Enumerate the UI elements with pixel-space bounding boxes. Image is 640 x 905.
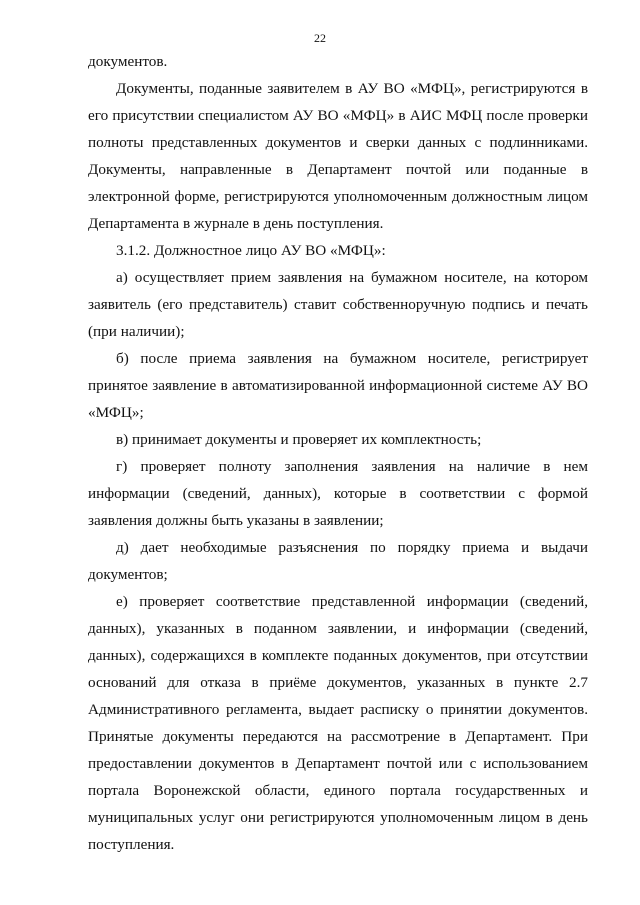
paragraph-registration-rules: Документы, поданные заявителем в АУ ВО «МФЦ», регистрируются в его присутствии специалистом АУ ВО «МФЦ» в АИС МФЦ после проверки полноты представленных документов и сверки данных с подлинниками. Документы, направленные в Департамент почтой или поданные в электронной форме, регистрируются уполномоченным должностным лицом Департамента в журнале в день поступления. [88,80,588,232]
list-item-e: е) проверяет соответствие представленной информации (сведений, данных), указанных в поданном заявлении, и информации (сведений, данных), содержащихся в комплекте поданных документов, при отсутствии оснований для отказа в приёме документов, указанных в пункте 2.7 Административного регламента, выдает расписку о принятии документов. Принятые документы передаются на рассмотрение в Департамент. При предоставлении документов в Департамент почтой или с использованием портала Воронежской области, единого портала государственных и муниципальных услуг они регистрируются уполномоченным лицом в день поступления. [88,593,588,853]
document-body [88,48,588,858]
list-item-b: б) после приема заявления на бумажном носителе, регистрирует принятое заявление в автоматизированной информационной системе АУ ВО «МФЦ»; [88,350,588,421]
paragraph-continuation: документов. [88,53,168,70]
list-item-d: д) дает необходимые разъяснения по порядку приема и выдачи документов; [88,539,588,583]
list-item-g: г) проверяет полноту заполнения заявления на наличие в нем информации (сведений, данных), которые в соответствии с формой заявления должны быть указаны в заявлении; [88,458,588,529]
paragraph-section-heading: 3.1.2. Должностное лицо АУ ВО «МФЦ»: [116,242,386,259]
page-number: 22 [314,31,326,45]
list-item-v: в) принимает документы и проверяет их комплектность; [116,431,482,448]
list-item-a: а) осуществляет прием заявления на бумажном носителе, на котором заявитель (его представитель) ставит собственноручную подпись и печать (при наличии); [88,269,588,340]
